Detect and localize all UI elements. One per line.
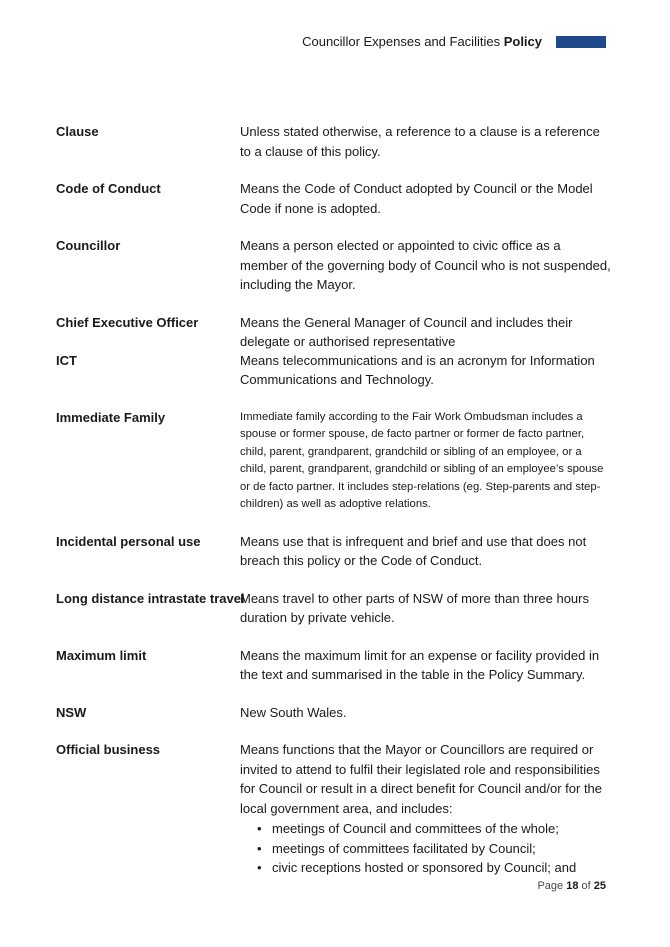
definition-term: Official business [56, 742, 161, 757]
list-item-text: meetings of Council and committees of the whole; [272, 821, 559, 836]
list-item-text: meetings of committees facilitated by Council; [272, 840, 536, 856]
definition-row-long-distance-intrastate-travel [56, 588, 611, 628]
page-total: 25 [593, 880, 606, 892]
definition-term: Code of Conduct [56, 181, 161, 196]
page-label: Page [537, 880, 567, 892]
definition-row-councillor [56, 235, 611, 295]
definition-description: Means functions that the Mayor or Councillors are required or invited to attend to fulfil their legislated role and responsibilities for Council or result in a direct benefit for Council and/or for the local government area, and includes: [240, 742, 603, 816]
definition-row-incidental-personal-use [56, 531, 611, 571]
official-business-bullet-list [240, 819, 611, 878]
definition-description-block [240, 740, 611, 878]
definition-term: NSW [56, 704, 87, 720]
definition-term: Chief Executive Officer [56, 314, 199, 330]
definition-description: New South Wales. [240, 704, 347, 720]
definition-term: Clause [56, 124, 99, 139]
page-number [537, 880, 606, 892]
definition-description: Unless stated otherwise, a reference to a clause is a reference to a clause of this policy. [240, 124, 600, 159]
bullet-icon: • [257, 860, 262, 875]
definition-term: Councillor [56, 238, 121, 253]
list-item-text: civic receptions hosted or sponsored by Council; and [272, 860, 577, 875]
definition-row-chief-executive-officer [56, 312, 611, 352]
list-item [257, 839, 611, 859]
document-title-prefix: Councillor Expenses and Facilities [302, 34, 504, 49]
page-header [302, 34, 606, 49]
header-accent-bar [556, 36, 606, 48]
definition-description: Means use that is infrequent and brief and use that does not breach this policy or the Code of Conduct. [240, 533, 587, 568]
definition-description: Means the maximum limit for an expense or facility provided in the text and summarised in the table in the Policy Summary. [240, 647, 600, 682]
page-separator: of [578, 880, 594, 892]
definition-description: Means the Code of Conduct adopted by Council or the Model Code if none is adopted. [240, 181, 593, 216]
definition-row-nsw [56, 702, 611, 723]
definition-term: ICT [56, 352, 77, 368]
definition-row-ict [56, 350, 611, 390]
list-item [257, 858, 611, 878]
document-title [302, 34, 542, 49]
definitions-list [56, 121, 611, 878]
definition-description: Means a person elected or appointed to civic office as a member of the governing body of Council who is not suspended, including the Mayor. [240, 238, 611, 292]
page-current: 18 [566, 880, 579, 892]
definition-row-code-of-conduct [56, 178, 611, 218]
definition-row-official-business [56, 739, 611, 878]
definition-row-immediate-family [56, 407, 611, 514]
definition-description: Immediate family according to the Fair Work Ombudsman includes a spouse or former spouse, de facto partner or former de facto partner, child, parent, grandparent, grandchild or sibling of an employee, or a child, parent, grandparent, grandchild or sibling of an employee’s spouse or de facto partner. It includes step-relations (eg. Step-parents and step-children) as well as adoptive relations. [240, 410, 604, 510]
definition-description: Means travel to other parts of NSW of more than three hours duration by private vehicle. [240, 590, 589, 625]
definition-term: Incidental personal use [56, 533, 201, 549]
definition-term: Long distance intrastate travel [56, 590, 245, 606]
definition-row-maximum-limit [56, 645, 611, 685]
document-title-bold: Policy [503, 34, 542, 49]
bullet-icon: • [257, 821, 262, 836]
definition-row-clause [56, 121, 611, 161]
definition-term: Immediate Family [56, 409, 166, 425]
definition-description: Means telecommunications and is an acronym for Information Communications and Technology. [240, 352, 595, 387]
list-item [257, 819, 611, 839]
definition-description: Means the General Manager of Council and includes their delegate or authorised representative [240, 314, 573, 349]
definition-term: Maximum limit [56, 647, 147, 663]
bullet-icon: • [257, 840, 262, 856]
